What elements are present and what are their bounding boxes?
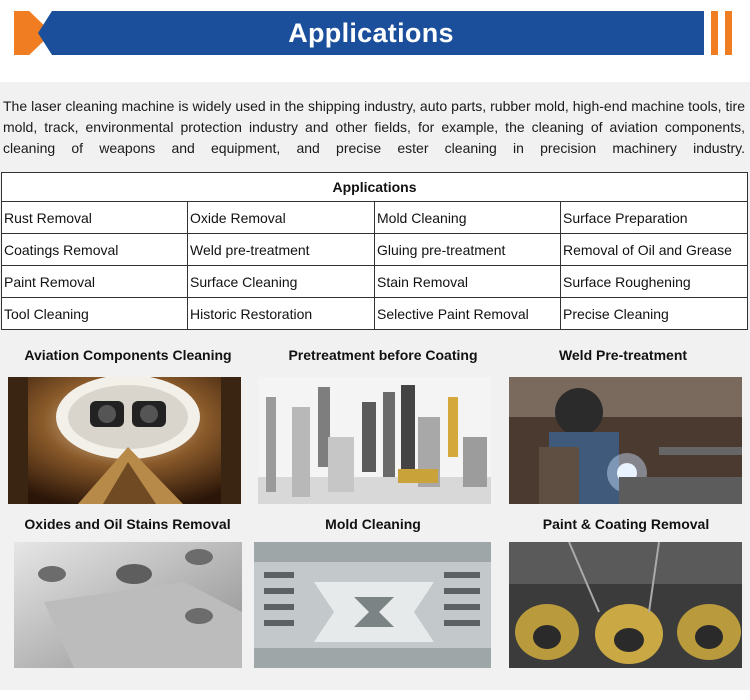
table-header-row bbox=[2, 173, 748, 202]
table-cell: Removal of Oil and Grease bbox=[561, 234, 748, 266]
table-row bbox=[2, 298, 748, 330]
header-banner bbox=[0, 0, 750, 70]
gallery-caption: Weld Pre-treatment bbox=[558, 347, 688, 363]
cutting-tools-photo bbox=[258, 377, 491, 504]
banner-stripe bbox=[711, 11, 718, 55]
table-cell: Surface Preparation bbox=[561, 202, 748, 234]
gallery-caption: Pretreatment before Coating bbox=[288, 347, 478, 363]
table-cell: Historic Restoration bbox=[188, 298, 375, 330]
table-cell: Rust Removal bbox=[2, 202, 188, 234]
table-cell: Gluing pre-treatment bbox=[375, 234, 561, 266]
intro-paragraph: The laser cleaning machine is widely used in the shipping industry, auto parts, rubber mold, high-end machine tools, tire mold, track, environmental protection industry and other fields, for example, the cleaning of aviation components, cleaning of weapons and equipment, and precise ester cleaning in precision machinery industry. bbox=[3, 98, 745, 156]
table-cell: Tool Cleaning bbox=[2, 298, 188, 330]
gallery-caption: Mold Cleaning bbox=[325, 516, 421, 532]
table-cell: Surface Roughening bbox=[561, 266, 748, 298]
page-title: Applications bbox=[288, 18, 454, 48]
table-cell: Selective Paint Removal bbox=[375, 298, 561, 330]
table-cell: Precise Cleaning bbox=[561, 298, 748, 330]
table-cell: Weld pre-treatment bbox=[188, 234, 375, 266]
aviation-components-photo bbox=[8, 377, 241, 504]
gallery-caption: Aviation Components Cleaning bbox=[24, 347, 232, 363]
shells-photo bbox=[509, 542, 742, 668]
table-row bbox=[2, 266, 748, 298]
banner-stripe bbox=[725, 11, 732, 55]
table-row bbox=[2, 202, 748, 234]
table-cell: Mold Cleaning bbox=[375, 202, 561, 234]
table-cell: Coatings Removal bbox=[2, 234, 188, 266]
applications-table bbox=[1, 172, 748, 330]
gallery-caption: Oxides and Oil Stains Removal bbox=[24, 516, 231, 532]
table-cell: Stain Removal bbox=[375, 266, 561, 298]
table-cell: Paint Removal bbox=[2, 266, 188, 298]
welding-photo bbox=[509, 377, 742, 504]
mold-photo bbox=[254, 542, 491, 668]
metal-block-photo bbox=[14, 542, 242, 668]
gallery-caption: Paint & Coating Removal bbox=[542, 516, 710, 532]
table-header: Applications bbox=[2, 173, 748, 202]
table-cell: Surface Cleaning bbox=[188, 266, 375, 298]
table-cell: Oxide Removal bbox=[188, 202, 375, 234]
table-row bbox=[2, 234, 748, 266]
